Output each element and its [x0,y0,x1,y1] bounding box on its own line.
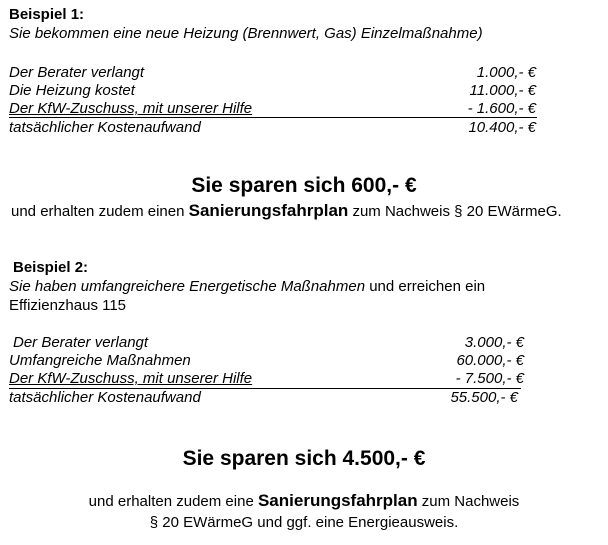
example-2-row-label: Umfangreiche Maßnahmen [9,352,191,369]
example-2-closing-bold: Sanierungsfahrplan [257,491,418,510]
example-2-closing-line2: § 20 EWärmeG und ggf. eine Energieausweis. [149,514,459,531]
example-1-savings: Sie sparen sich 600,- € [191,174,417,197]
example-2-subtitle-rest: und erreichen ein [365,278,486,295]
example-2-total-value: 55.500,- € [450,389,518,406]
example-1-row-value: - 1.600,- € [467,100,536,117]
example-1-row-label: Die Heizung kostet [9,82,135,99]
example-1-total-value: 10.400,- € [468,119,536,136]
example-2-row-value: 60.000,- € [456,352,524,369]
example-2-subtitle-line2: Effizienzhaus 115 [9,297,127,314]
example-2-savings: Sie sparen sich 4.500,- € [182,447,426,470]
example-2-total-label: tatsächlicher Kostenaufwand [9,389,201,406]
example-2-subtitle [9,278,485,295]
example-1-row-label: Der Berater verlangt [9,64,145,81]
example-1-heading: Beispiel 1: [9,6,85,23]
example-1-closing [11,201,562,221]
example-2-closing-post: zum Nachweis [417,493,520,510]
example-1-row-value: 11.000,- € [469,82,536,99]
example-1-row-value: 1.000,- € [476,64,536,81]
example-2-subtitle-italic: Sie haben umfangreichere Energetische Maßnahmen [9,278,366,295]
example-2-closing-pre: und erhalten zudem eine [88,493,258,510]
example-2-row-value: - 7.500,- € [455,370,524,387]
example-2-row-label: Der KfW-Zuschuss, mit unserer Hilfe [9,370,253,387]
example-1-row-label: Der KfW-Zuschuss, mit unserer Hilfe [9,100,253,117]
example-2-closing-line1 [0,491,608,511]
example-1-sum-line [9,117,537,118]
example-2-heading: Beispiel 2: [13,259,89,276]
example-1-total-label: tatsächlicher Kostenaufwand [9,119,201,136]
example-2-row-label: Der Berater verlangt [13,334,149,351]
example-1-subtitle: Sie bekommen eine neue Heizung (Brennwert, Gas) Einzelmaßnahme) [9,25,483,42]
example-1-closing-post: zum Nachweis § 20 EWärmeG. [348,203,562,220]
example-1-closing-pre: und erhalten zudem einen [11,203,189,220]
example-1-closing-bold: Sanierungsfahrplan [188,201,349,220]
example-2-row-value: 3.000,- € [464,334,524,351]
